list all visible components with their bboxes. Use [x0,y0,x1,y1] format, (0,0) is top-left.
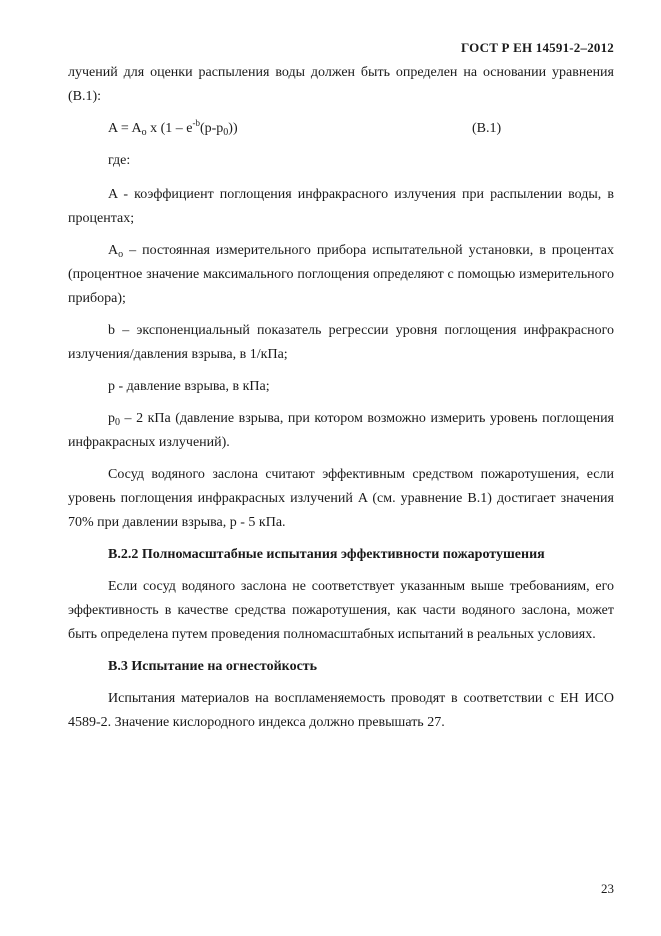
definition-p0-symbol: p [108,411,115,426]
formula-paren-open: (p-p [199,121,224,136]
definition-a: A - коэффициент поглощения инфракрасного излучения при распылении воды, в процентах; [68,187,614,226]
formula-mid: x (1 – e [146,121,193,136]
definition-a0-text: – постоянная измерительного прибора испытательной установки, в процентах (процентное значение максимального поглощения определяют с помощью измерительного прибора); [68,243,614,306]
equation-number: (В.1) [472,121,502,136]
section-b3-paragraph: Испытания материалов на воспламеняемость проводят в соответствии с ЕН ИСО 4589-2. Значение кислородного индекса должно превышать 27. [68,691,614,730]
section-b22-paragraph: Если сосуд водяного заслона не соответствует указанным выше требованиям, его эффективность в качестве средства пожаротушения, как части водяного заслона, может быть определена путем проведения полномасштабных испытаний в реальных условиях. [68,579,614,642]
formula-lhs-sub: o [141,127,147,138]
formula-paren-close: )) [228,121,238,136]
definition-p0-text: – 2 кПа (давление взрыва, при котором возможно измерить уровень поглощения инфракрасных излучений). [68,411,614,450]
standard-header: ГОСТ Р ЕН 14591-2–2012 [461,40,614,55]
definition-a0 [68,239,614,311]
definition-a0-symbol: A [108,243,119,258]
page-number: 23 [601,881,614,896]
page-content [68,61,614,743]
formula-p-sub: 0 [223,127,229,138]
definition-p0 [68,407,614,455]
formula-lhs: A = A [108,121,142,136]
formula-exponent: -b [192,118,200,128]
definition-p0-subscript: 0 [115,417,120,428]
where-label: где: [108,153,131,168]
intro-paragraph: лучений для оценки распыления воды должен быть определен на основании уравнения (В.1): [68,65,614,104]
equation-expression [108,117,238,141]
conclusion-paragraph: Сосуд водяного заслона считают эффективным средством пожаротушения, если уровень поглощения инфракрасных излучений A (см. уравнение В.1) достигает значения 70% при давлении взрыва, p - 5 кПа. [68,467,614,530]
definition-a0-subscript: o [118,249,124,260]
definition-p: p - давление взрыва, в кПа; [108,379,270,394]
section-b22-heading: В.2.2 Полномасштабные испытания эффективности пожаротушения [108,547,545,562]
definition-b: b – экспоненциальный показатель регрессии уровня поглощения инфракрасного излучения/давления взрыва, в 1/кПа; [68,323,614,362]
equation-b1 [68,117,614,141]
section-b3-heading: В.3 Испытание на огнестойкость [108,659,318,674]
